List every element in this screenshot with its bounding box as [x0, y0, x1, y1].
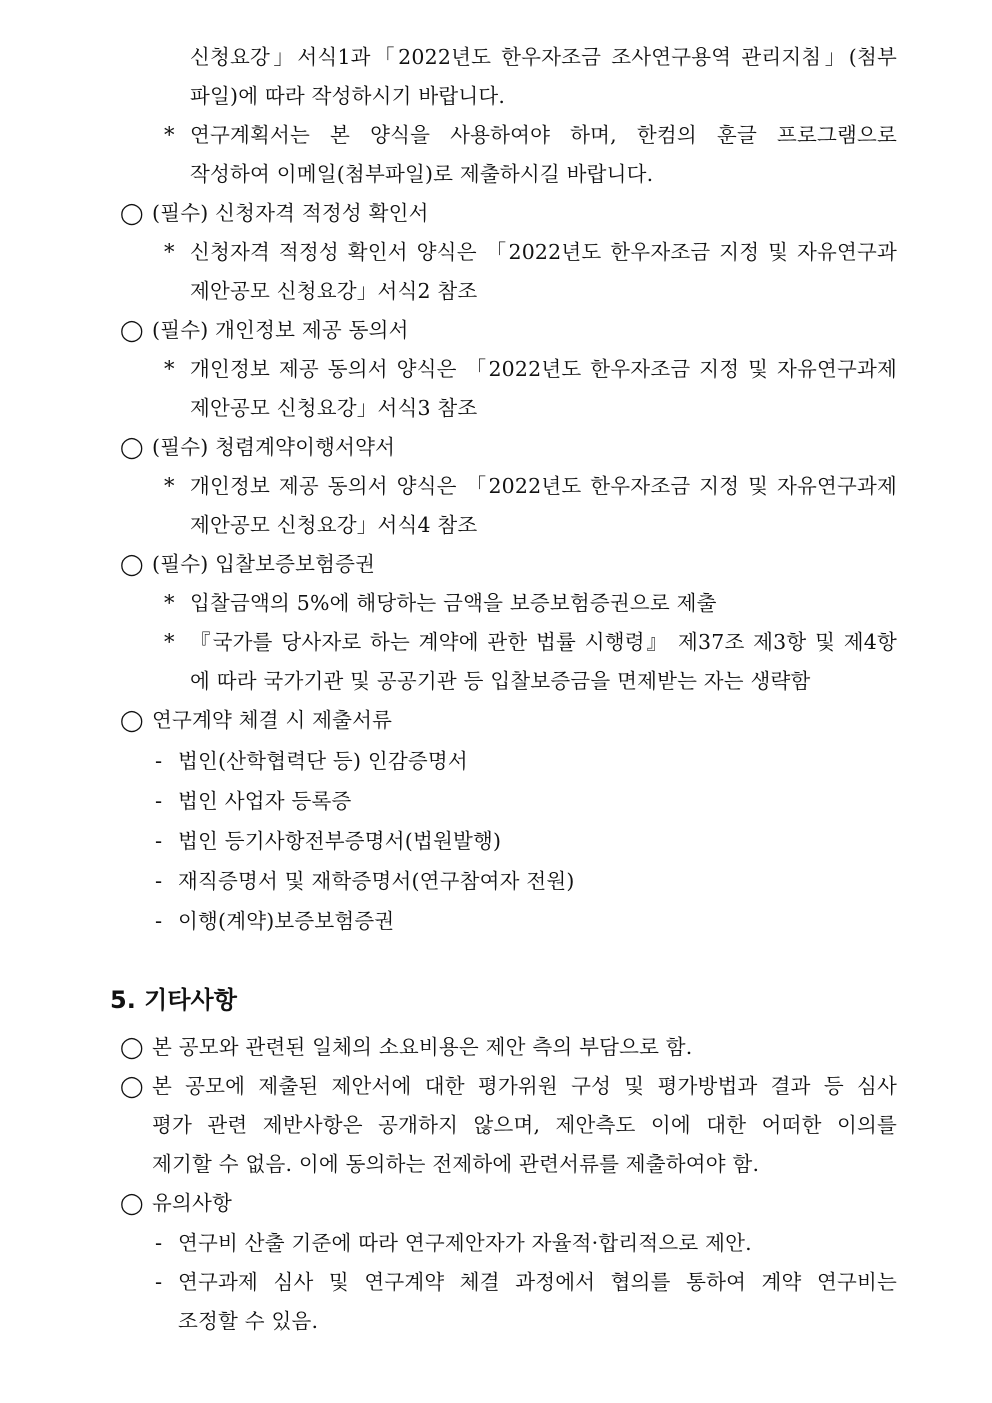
item-title: 유의사항 — [152, 1191, 233, 1215]
text-line: 연구과제 심사 및 연구계약 체결 과정에서 협의를 통하여 계약 연구비는 — [178, 1270, 897, 1294]
text-line: 본 공모와 관련된 일체의 소요비용은 제안 측의 부담으로 함. — [152, 1035, 693, 1059]
text-line: 제안공모 신청요강」서식3 참조 — [190, 396, 478, 420]
text-line: 연구비 산출 기준에 따라 연구제안자가 자율적·합리적으로 제안. — [178, 1231, 752, 1255]
text-line: 『국가를 당사자로 하는 계약에 관한 법률 시행령』 제37조 제3항 및 제4항 — [190, 630, 897, 654]
dash-marker: - — [155, 1270, 163, 1294]
circle-bullet-icon: ◯ — [120, 435, 144, 459]
text-line: 개인정보 제공 동의서 양식은 「2022년도 한우자조금 지정 및 자유연구과제 — [190, 474, 897, 498]
list-item: 재직증명서 및 재학증명서(연구참여자 전원) — [178, 869, 575, 893]
circle-bullet-icon: ◯ — [120, 318, 144, 342]
note-marker: * — [164, 357, 175, 381]
dash-marker: - — [155, 909, 163, 933]
dash-marker: - — [155, 789, 163, 813]
text-line: 연구계획서는 본 양식을 사용하여야 하며, 한컴의 훈글 프로그램으로 — [190, 123, 897, 147]
note-marker: * — [164, 123, 175, 147]
item-title: (필수) 신청자격 적정성 확인서 — [152, 201, 429, 225]
note-marker: * — [164, 591, 175, 615]
dash-marker: - — [155, 749, 163, 773]
circle-bullet-icon: ◯ — [120, 708, 144, 732]
note-marker: * — [164, 240, 175, 264]
text-line: 에 따라 국가기관 및 공공기관 등 입찰보증금을 면제받는 자는 생략함 — [190, 669, 811, 693]
dash-marker: - — [155, 1231, 163, 1255]
text-line: 제안공모 신청요강」서식4 참조 — [190, 513, 478, 537]
text-line: 제안공모 신청요강」서식2 참조 — [190, 279, 478, 303]
item-title: 연구계약 체결 시 제출서류 — [152, 708, 393, 732]
dash-marker: - — [155, 869, 163, 893]
list-item: 법인(산학협력단 등) 인감증명서 — [178, 749, 468, 773]
item-title: (필수) 청렴계약이행서약서 — [152, 435, 396, 459]
text-line: 작성하여 이메일(첨부파일)로 제출하시길 바랍니다. — [190, 162, 654, 186]
circle-bullet-icon: ◯ — [120, 1191, 144, 1215]
text-line: 조정할 수 있음. — [178, 1309, 319, 1333]
circle-bullet-icon: ◯ — [120, 1035, 144, 1059]
circle-bullet-icon: ◯ — [120, 552, 144, 576]
text-line: 제기할 수 없음. 이에 동의하는 전제하에 관련서류를 제출하여야 함. — [152, 1152, 760, 1176]
item-title: (필수) 입찰보증보험증권 — [152, 552, 376, 576]
text-line: 신청요강」서식1과「2022년도 한우자조금 조사연구용역 관리지침」(첨부 — [190, 45, 897, 69]
text-line: 본 공모에 제출된 제안서에 대한 평가위원 구성 및 평가방법과 결과 등 심사 — [152, 1074, 897, 1098]
note-marker: * — [164, 474, 175, 498]
text-line: 파일)에 따라 작성하시기 바랍니다. — [190, 84, 506, 108]
section-heading: 5. 기타사항 — [110, 986, 237, 1014]
list-item: 법인 등기사항전부증명서(법원발행) — [178, 829, 502, 853]
text-line: 입찰금액의 5%에 해당하는 금액을 보증보험증권으로 제출 — [190, 591, 717, 615]
note-marker: * — [164, 630, 175, 654]
list-item: 법인 사업자 등록증 — [178, 789, 352, 813]
circle-bullet-icon: ◯ — [120, 1074, 144, 1098]
text-line: 평가 관련 제반사항은 공개하지 않으며, 제안측도 이에 대한 어떠한 이의를 — [152, 1113, 897, 1137]
dash-marker: - — [155, 829, 163, 853]
text-line: 개인정보 제공 동의서 양식은 「2022년도 한우자조금 지정 및 자유연구과제 — [190, 357, 897, 381]
text-line: 신청자격 적정성 확인서 양식은 「2022년도 한우자조금 지정 및 자유연구과 — [190, 240, 897, 264]
item-title: (필수) 개인정보 제공 동의서 — [152, 318, 409, 342]
circle-bullet-icon: ◯ — [120, 201, 144, 225]
list-item: 이행(계약)보증보험증권 — [178, 909, 395, 933]
